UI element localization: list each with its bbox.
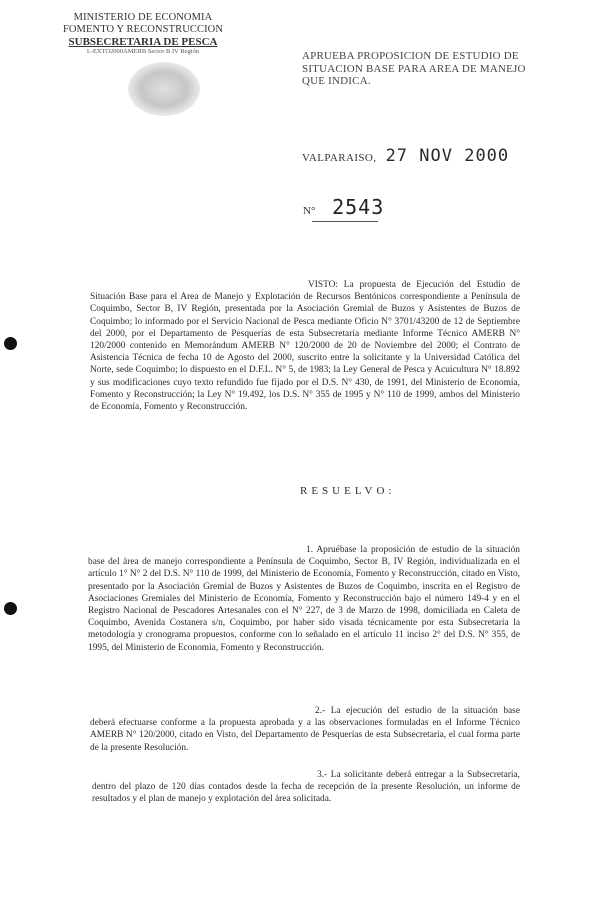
resolution-article-2: 2.- La ejecución del estudio de la situación base deberá efectuarse conforme a la propuesta aprobada y a las observaciones formuladas en el Informe Técnico AMERB N° 120/2000, citado en Visto, del Departamento de Pesquerías de esta Subsecretaría, el cual forma parte de la presente Resolución. bbox=[90, 706, 520, 753]
resolution-article-3: 3.- La solicitante deberá entregar a la Subsecretaría, dentro del plazo de 120 días contados desde la fecha de recepción de la presente Resolución, un informe de resultados y el plan de manejo y explotación del área solicitada. bbox=[92, 770, 520, 805]
official-seal-stamp bbox=[128, 62, 200, 116]
number-value: 2543 bbox=[332, 195, 385, 219]
city-label: VALPARAISO, bbox=[302, 152, 377, 164]
punch-hole bbox=[4, 602, 17, 615]
file-reference: I.-EXTO2000AMERB Sector B IV Región bbox=[86, 48, 200, 55]
number-underline bbox=[312, 221, 378, 222]
resolution-number bbox=[303, 195, 384, 219]
visto-paragraph: VISTO: La propuesta de Ejecución del Estudio de Situación Base para el Area de Manejo y Explotación de Recursos Bentónicos correspondiente a Península de Coquimbo, Sector B, IV Región, presentada por la Asociación Gremial de Buzos y Asistentes de Buzos de Coquimbo; lo informado por el Servicio Nacional de Pesca mediante Oficio N° 3701/43200 de 12 de Septiembre del 2000, por el Departamento de Pesquerías de esta Subsecretaría mediante Informe Técnico AMERB N° 120/2000 contenido en Memorándum AMERB N° 120/2000 de 20 de Noviembre del 2000; el Contrato de Asistencia Técnica de fecha 10 de Agosto del 2000, suscrito entre la solicitante y la Universidad Católica del Norte, sede Coquimbo; lo dispuesto en el D.F.L. N° 5, de 1983; la Ley General de Pesca y Acuicultura N° 18.892 y sus modificaciones cuyo texto refundido fue fijado por el D.S. N° 430, de 1991, del Ministerio de Economía, Fomento y Reconstrucción; la Ley N° 19.492, los D.S. N° 355 de 1995 y N° 110 de 1999, ambos del Ministerio de Economía, Fomento y Reconstrucción. bbox=[90, 280, 520, 413]
ministry-name: MINISTERIO DE ECONOMIA bbox=[73, 12, 213, 23]
punch-hole bbox=[4, 337, 17, 350]
resolution-subject: APRUEBA PROPOSICION DE ESTUDIO DE SITUACION BASE PARA AREA DE MANEJO QUE INDICA. bbox=[302, 50, 526, 87]
date-stamp: 27 NOV 2000 bbox=[385, 146, 510, 166]
resolution-article-1: 1. Apruébase la proposición de estudio de la situación base del área de manejo correspondiente a Península de Coquimbo, Sector B, IV Región, individualizada en el artículo 1° N° 2 del D.S. N° 110 de 1999, del Ministerio de Economía, Fomento y Reconstrucción, citado en Visto, presentado por la Asociación Gremial de Buzos y Asistentes de Buzos de Coquimbo, inscrita en el Registro de Asociaciones Gremiales del Ministerio de Economía, Fomento y Reconstrucción bajo el número 149-4 y en el Registro Nacional de Pescadores Artesanales con el N° 227, de 3 de Marzo de 1998, domiciliada en Caleta de Coquimbo, Avenida Costanera s/n, Coquimbo, por haber sido visada técnicamente por esta Subsecretaría la metodología y cronograma propuestos, conforme con lo señalado en el artículo 11 inciso 2° del D.S. N° 355, de 1995, del Ministerio de Economía, Fomento y Reconstrucción. bbox=[88, 545, 520, 653]
letterhead bbox=[58, 12, 228, 56]
undersecretariat-name: SUBSECRETARIA DE PESCA bbox=[68, 36, 218, 48]
ministry-name-line2: FOMENTO Y RECONSTRUCCION bbox=[62, 24, 224, 35]
number-label: N° bbox=[303, 205, 316, 217]
date-line bbox=[302, 146, 542, 166]
resuelvo-heading: RESUELVO: bbox=[300, 485, 396, 497]
